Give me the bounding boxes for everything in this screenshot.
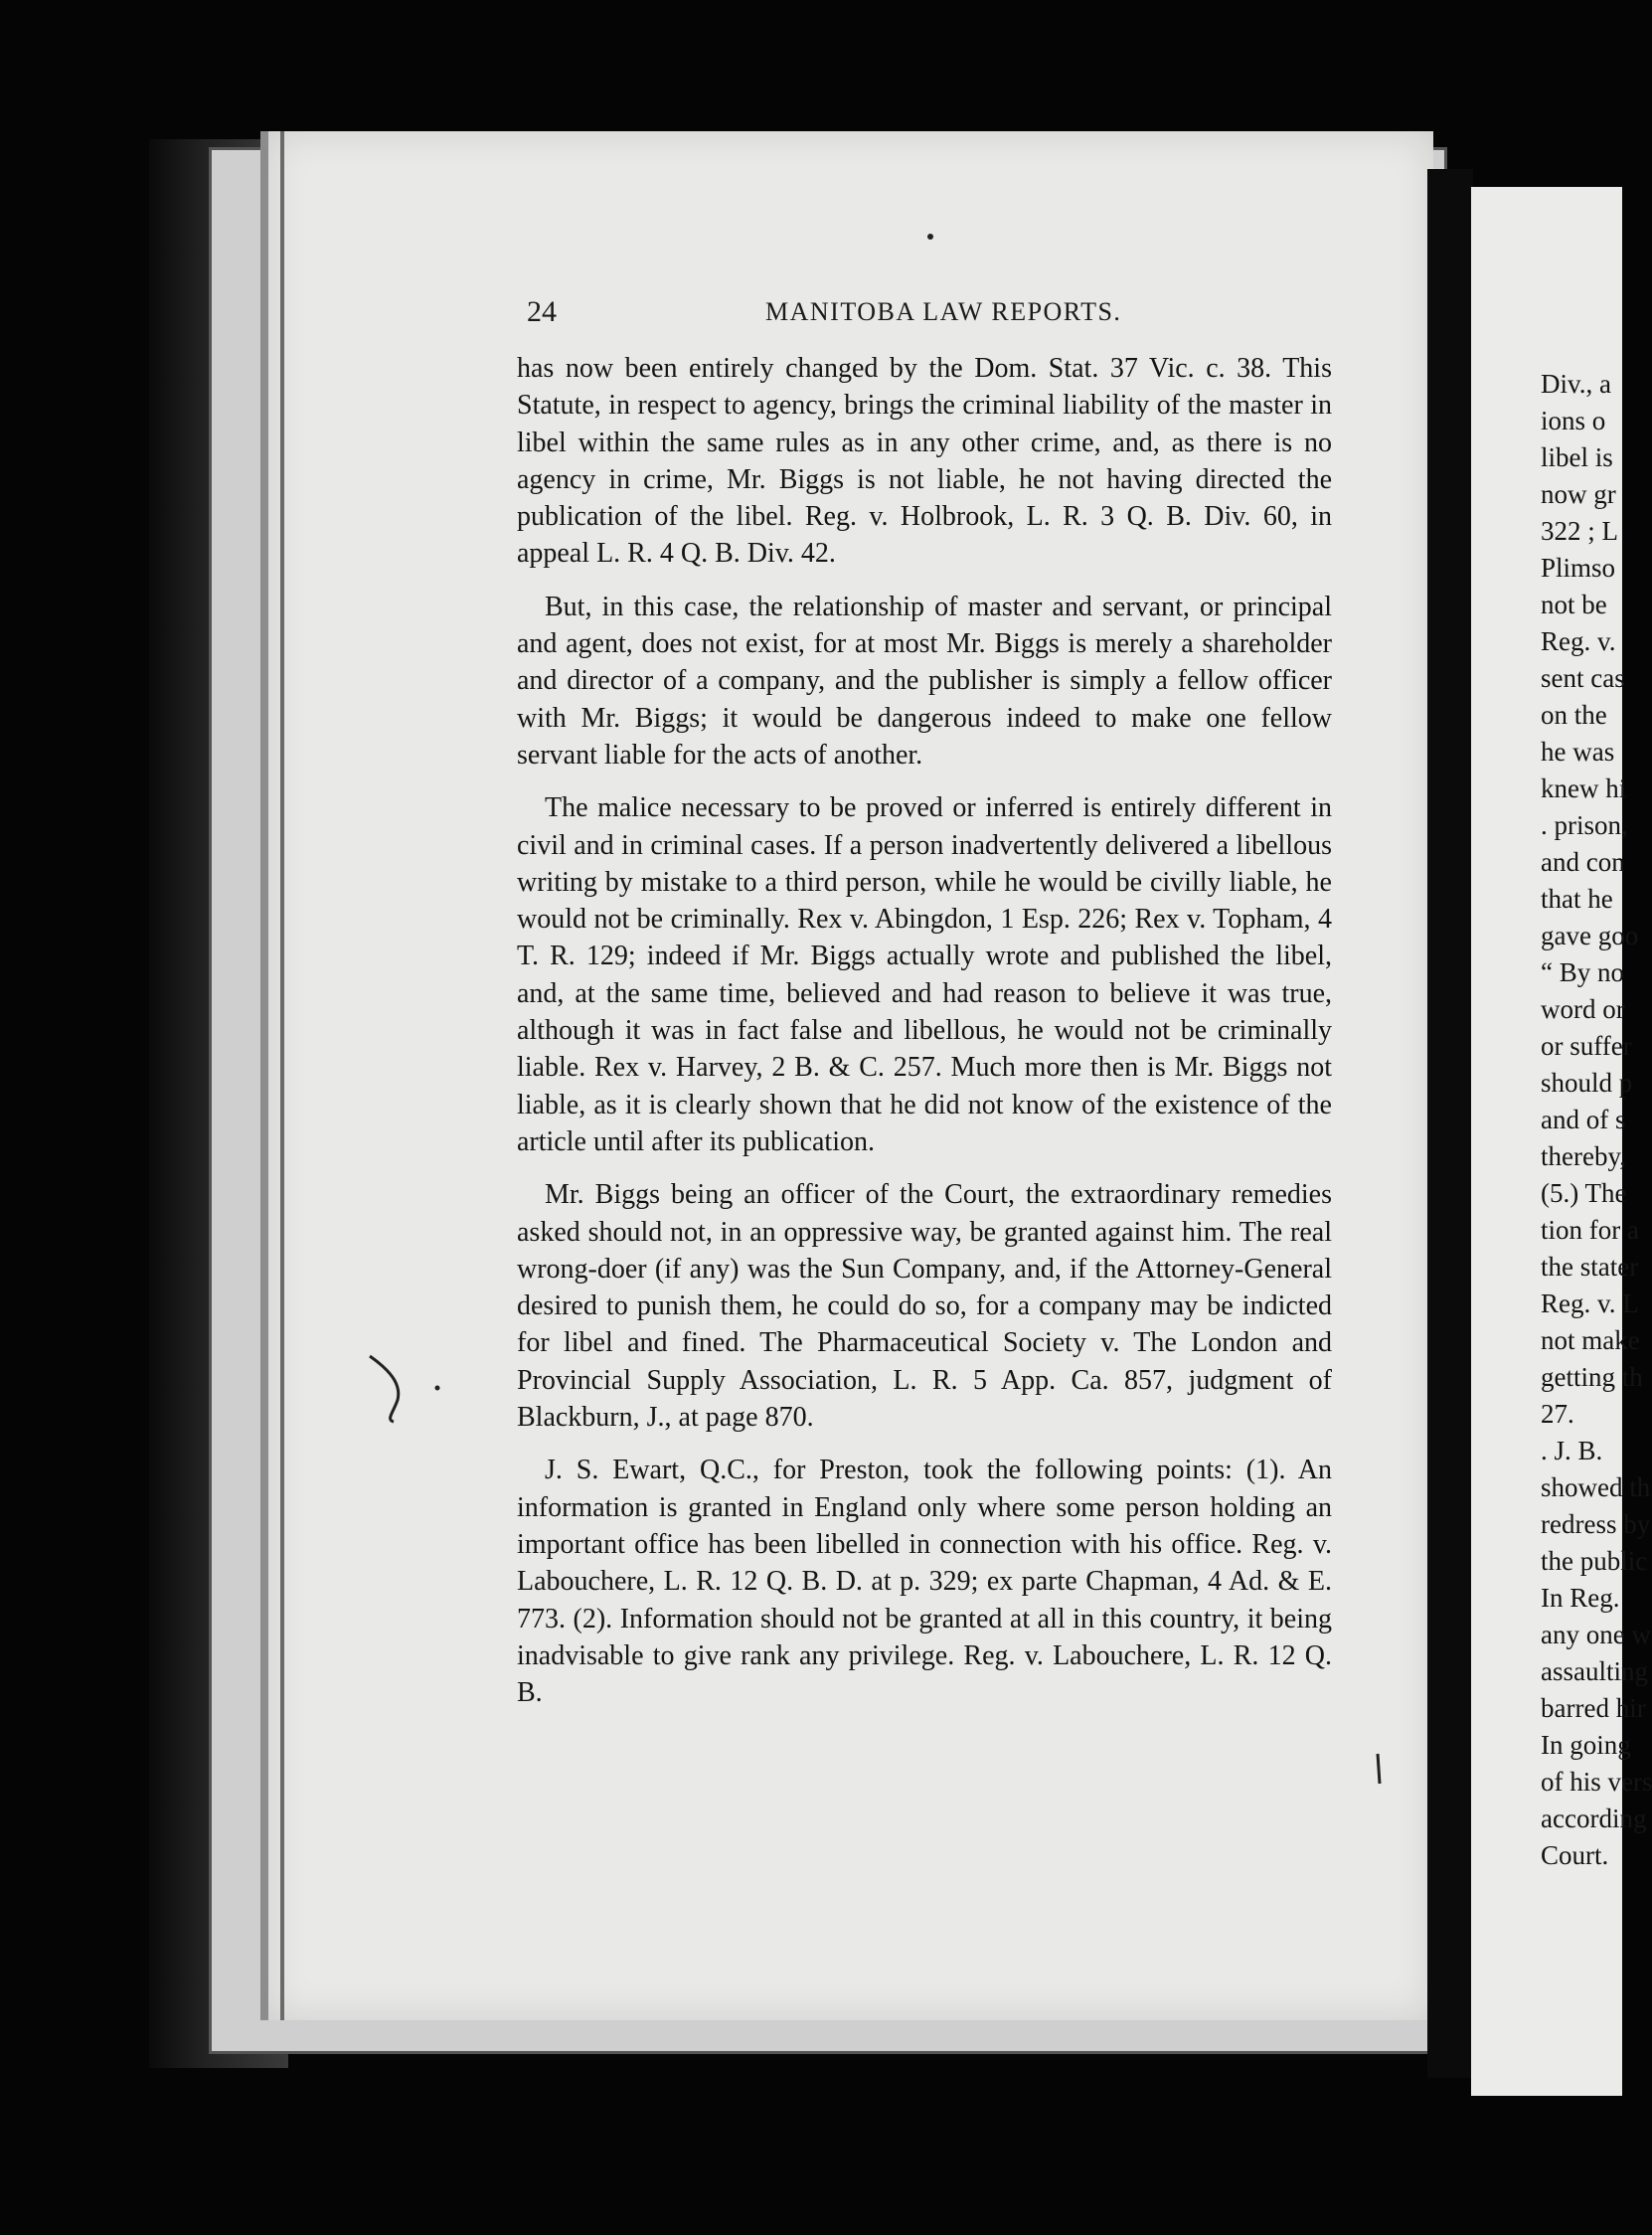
- right-page-line: Div., a: [1541, 369, 1611, 399]
- right-page-line: In Reg.: [1541, 1583, 1620, 1613]
- right-page-line: “ By no: [1541, 957, 1624, 987]
- right-page-line: showed th: [1541, 1472, 1651, 1502]
- right-page-line: the public: [1541, 1546, 1648, 1576]
- right-page-line: . prison,: [1541, 810, 1628, 840]
- right-page-line: thereby,: [1541, 1141, 1626, 1171]
- right-page-line: sent cas: [1541, 663, 1625, 693]
- right-page-line: In going: [1541, 1730, 1631, 1760]
- right-page-line: any one w: [1541, 1620, 1651, 1649]
- right-page-line: on the: [1541, 700, 1607, 730]
- right-page-line: not be: [1541, 590, 1607, 619]
- right-page-line: the stater: [1541, 1252, 1639, 1282]
- right-page-line: Plimso: [1541, 553, 1616, 583]
- page-frame-line: [280, 131, 284, 2020]
- right-page-line: and of s: [1541, 1105, 1626, 1134]
- right-page-line: knew hi: [1541, 774, 1627, 803]
- running-head: [527, 295, 1354, 335]
- paragraph-5: J. S. Ewart, Q.C., for Preston, took the following points: (1). An information is granted in England only where some person holding an important office has been libelled in connection with his office. Reg. v. Labouchere, L. R. 12 Q. B. D. at p. 329; ex parte Chapman, 4 Ad. & E. 773. (2). Information should not be granted at all in this country, it being inadvisable to give rank any privilege. Reg. v. Labouchere, L. R. 12 Q. B.: [517, 1455, 1332, 1709]
- right-page-line: barred hir: [1541, 1693, 1646, 1723]
- right-page-line: of his vers: [1541, 1767, 1652, 1797]
- right-page-line: . J. B.: [1541, 1436, 1603, 1465]
- paragraph-4: Mr. Biggs being an officer of the Court, the extraordinary remedies asked should not, in an oppressive way, be granted against him. The real wrong-doer (if any) was the Sun Company, and, if the Attorney-General desired to punish them, he could do so, for a company may be indicted for libel and fined. The Pharmaceutical Society v. The London and Provincial Supply Association, L. R. 5 App. Ca. 857, judgment of Blackburn, J., at page 870.: [517, 1179, 1332, 1434]
- book-gutter: [1427, 169, 1473, 2078]
- right-page-line: Reg. v. L: [1541, 1289, 1639, 1318]
- right-page-line: word or: [1541, 994, 1625, 1024]
- right-page-line: according: [1541, 1804, 1647, 1833]
- page-number: 24: [527, 295, 557, 328]
- right-page-line: now gr: [1541, 479, 1616, 509]
- right-page-line: gave goo: [1541, 921, 1639, 950]
- right-page-line: libel is: [1541, 442, 1613, 472]
- right-page-line: not make: [1541, 1325, 1640, 1355]
- right-page-line: should p: [1541, 1068, 1633, 1098]
- body-text: [517, 350, 1332, 1727]
- right-page-line: assaulting: [1541, 1656, 1648, 1686]
- paragraph-3: The malice necessary to be proved or inferred is entirely different in civil and in criminal cases. If a person inadvertently delivered a libellous writing by mistake to a third person, while he would be civilly liable, he would not be criminally. Rex v. Abingdon, 1 Esp. 226; Rex v. Topham, 4 T. R. 129; indeed if Mr. Biggs actually wrote and published the libel, and, at the same time, believed and had reason to believe it was true, although it was in fact false and libellous, he would not be criminally liable. Rex v. Harvey, 2 B. & C. 257. Much more then is Mr. Biggs not liable, as it is clearly shown that he did not know of the existence of the article until after its publication.: [517, 792, 1332, 1157]
- right-page-line: 322 ; L: [1541, 516, 1618, 546]
- right-page-line: redress by: [1541, 1509, 1651, 1539]
- right-page-line: tion for a: [1541, 1215, 1639, 1245]
- right-page-lines: [1541, 366, 1652, 1874]
- right-page-line: he was: [1541, 737, 1615, 767]
- right-page-line: Reg. v.: [1541, 626, 1616, 656]
- right-page-line: Court.: [1541, 1840, 1609, 1870]
- right-page-line: 27.: [1541, 1399, 1574, 1429]
- right-page-line: that he: [1541, 884, 1613, 914]
- running-title: MANITOBA LAW REPORTS.: [765, 297, 1122, 326]
- right-page-line: getting th: [1541, 1362, 1643, 1392]
- paragraph-2: But, in this case, the relationship of master and servant, or principal and agent, does not exist, for at most Mr. Biggs is merely a shareholder and director of a company, and the publisher is simply a fellow officer with Mr. Biggs; it would be dangerous indeed to make one fellow servant liable for the acts of another.: [517, 591, 1332, 771]
- right-page-line: (5.) The: [1541, 1178, 1627, 1208]
- right-page-fragment: [1471, 187, 1652, 2096]
- right-page-line: or suffer: [1541, 1031, 1632, 1061]
- paragraph-1: has now been entirely changed by the Dom. Stat. 37 Vic. c. 38. This Statute, in respect to agency, brings the criminal liability of the master in libel within the same rules as in any other crime, and, as there is no agency in crime, Mr. Biggs is not liable, he not having directed the publication of the libel. Reg. v. Holbrook, L. R. 3 Q. B. Div. 60, in appeal L. R. 4 Q. B. Div. 42.: [517, 353, 1332, 570]
- right-page-line: and con: [1541, 847, 1625, 877]
- right-page-line: ions o: [1541, 406, 1606, 435]
